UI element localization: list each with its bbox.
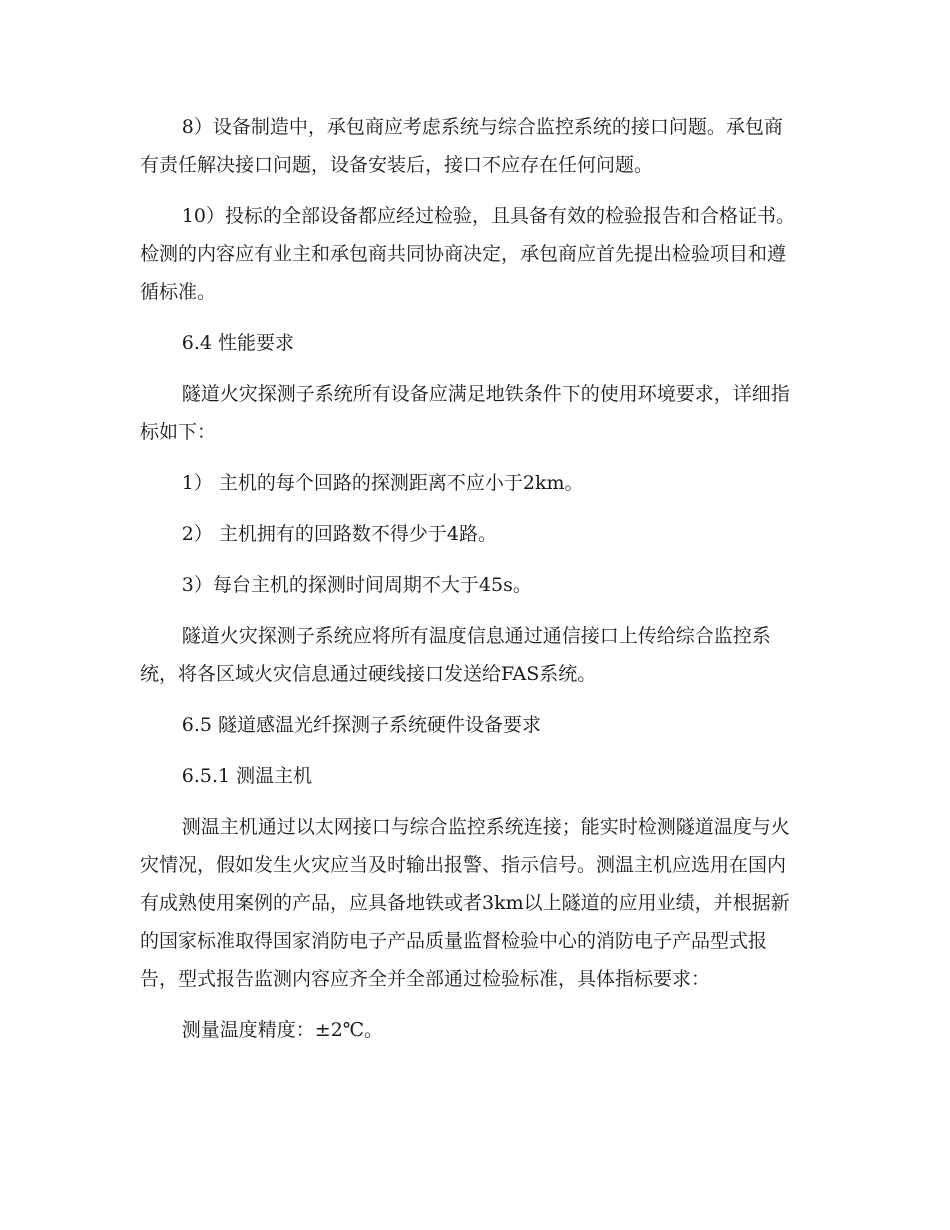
list-item-3: 3）每台主机的探测时间周期不大于45s。 — [181, 574, 532, 596]
paragraph-environment: 隧道火灾探测子系统所有设备应满足地铁条件下的使用环境要求，详细指标如下： — [140, 383, 790, 443]
paragraph-host: 测温主机通过以太网接口与综合监控系统连接；能实时检测隧道温度与火灾情况，假如发生火灾应当及时输出报警、指示信号。测温主机应选用在国内有成熟使用案例的产品，应具备地铁或者3km以上隧道的应用业绩，并根据新的国家标准取得国家消防电子产品质量监督检验中心的消防电子产品型式报告，型式报告监测内容应齐全并全部通过检验标准，具体指标要求： — [140, 816, 790, 990]
section-heading-6-4: 6.4 性能要求 — [181, 332, 295, 354]
section-heading-6-5-1: 6.5.1 测温主机 — [181, 765, 313, 787]
section-heading-6-5: 6.5 隧道感温光纤探测子系统硬件设备要求 — [181, 714, 542, 736]
paragraph-interface: 隧道火灾探测子系统应将所有温度信息通过通信接口上传给综合监控系统，将各区域火灾信息通过硬线接口发送给FAS系统。 — [140, 625, 771, 685]
paragraph-item-8: 8）设备制造中，承包商应考虑系统与综合监控系统的接口问题。承包商有责任解决接口问题，设备安装后，接口不应存在任何问题。 — [140, 116, 783, 176]
paragraph-item-10: 10）投标的全部设备都应经过检验，且具备有效的检验报告和合格证书。检测的内容应有业主和承包商共同协商决定，承包商应首先提出检验项目和遵循标准。 — [140, 205, 795, 303]
list-item-1: 1） 主机的每个回路的探测距离不应小于2km。 — [181, 472, 584, 494]
list-item-2: 2） 主机拥有的回路数不得少于4路。 — [181, 523, 498, 545]
paragraph-accuracy: 测量温度精度：±2℃。 — [181, 1019, 384, 1041]
